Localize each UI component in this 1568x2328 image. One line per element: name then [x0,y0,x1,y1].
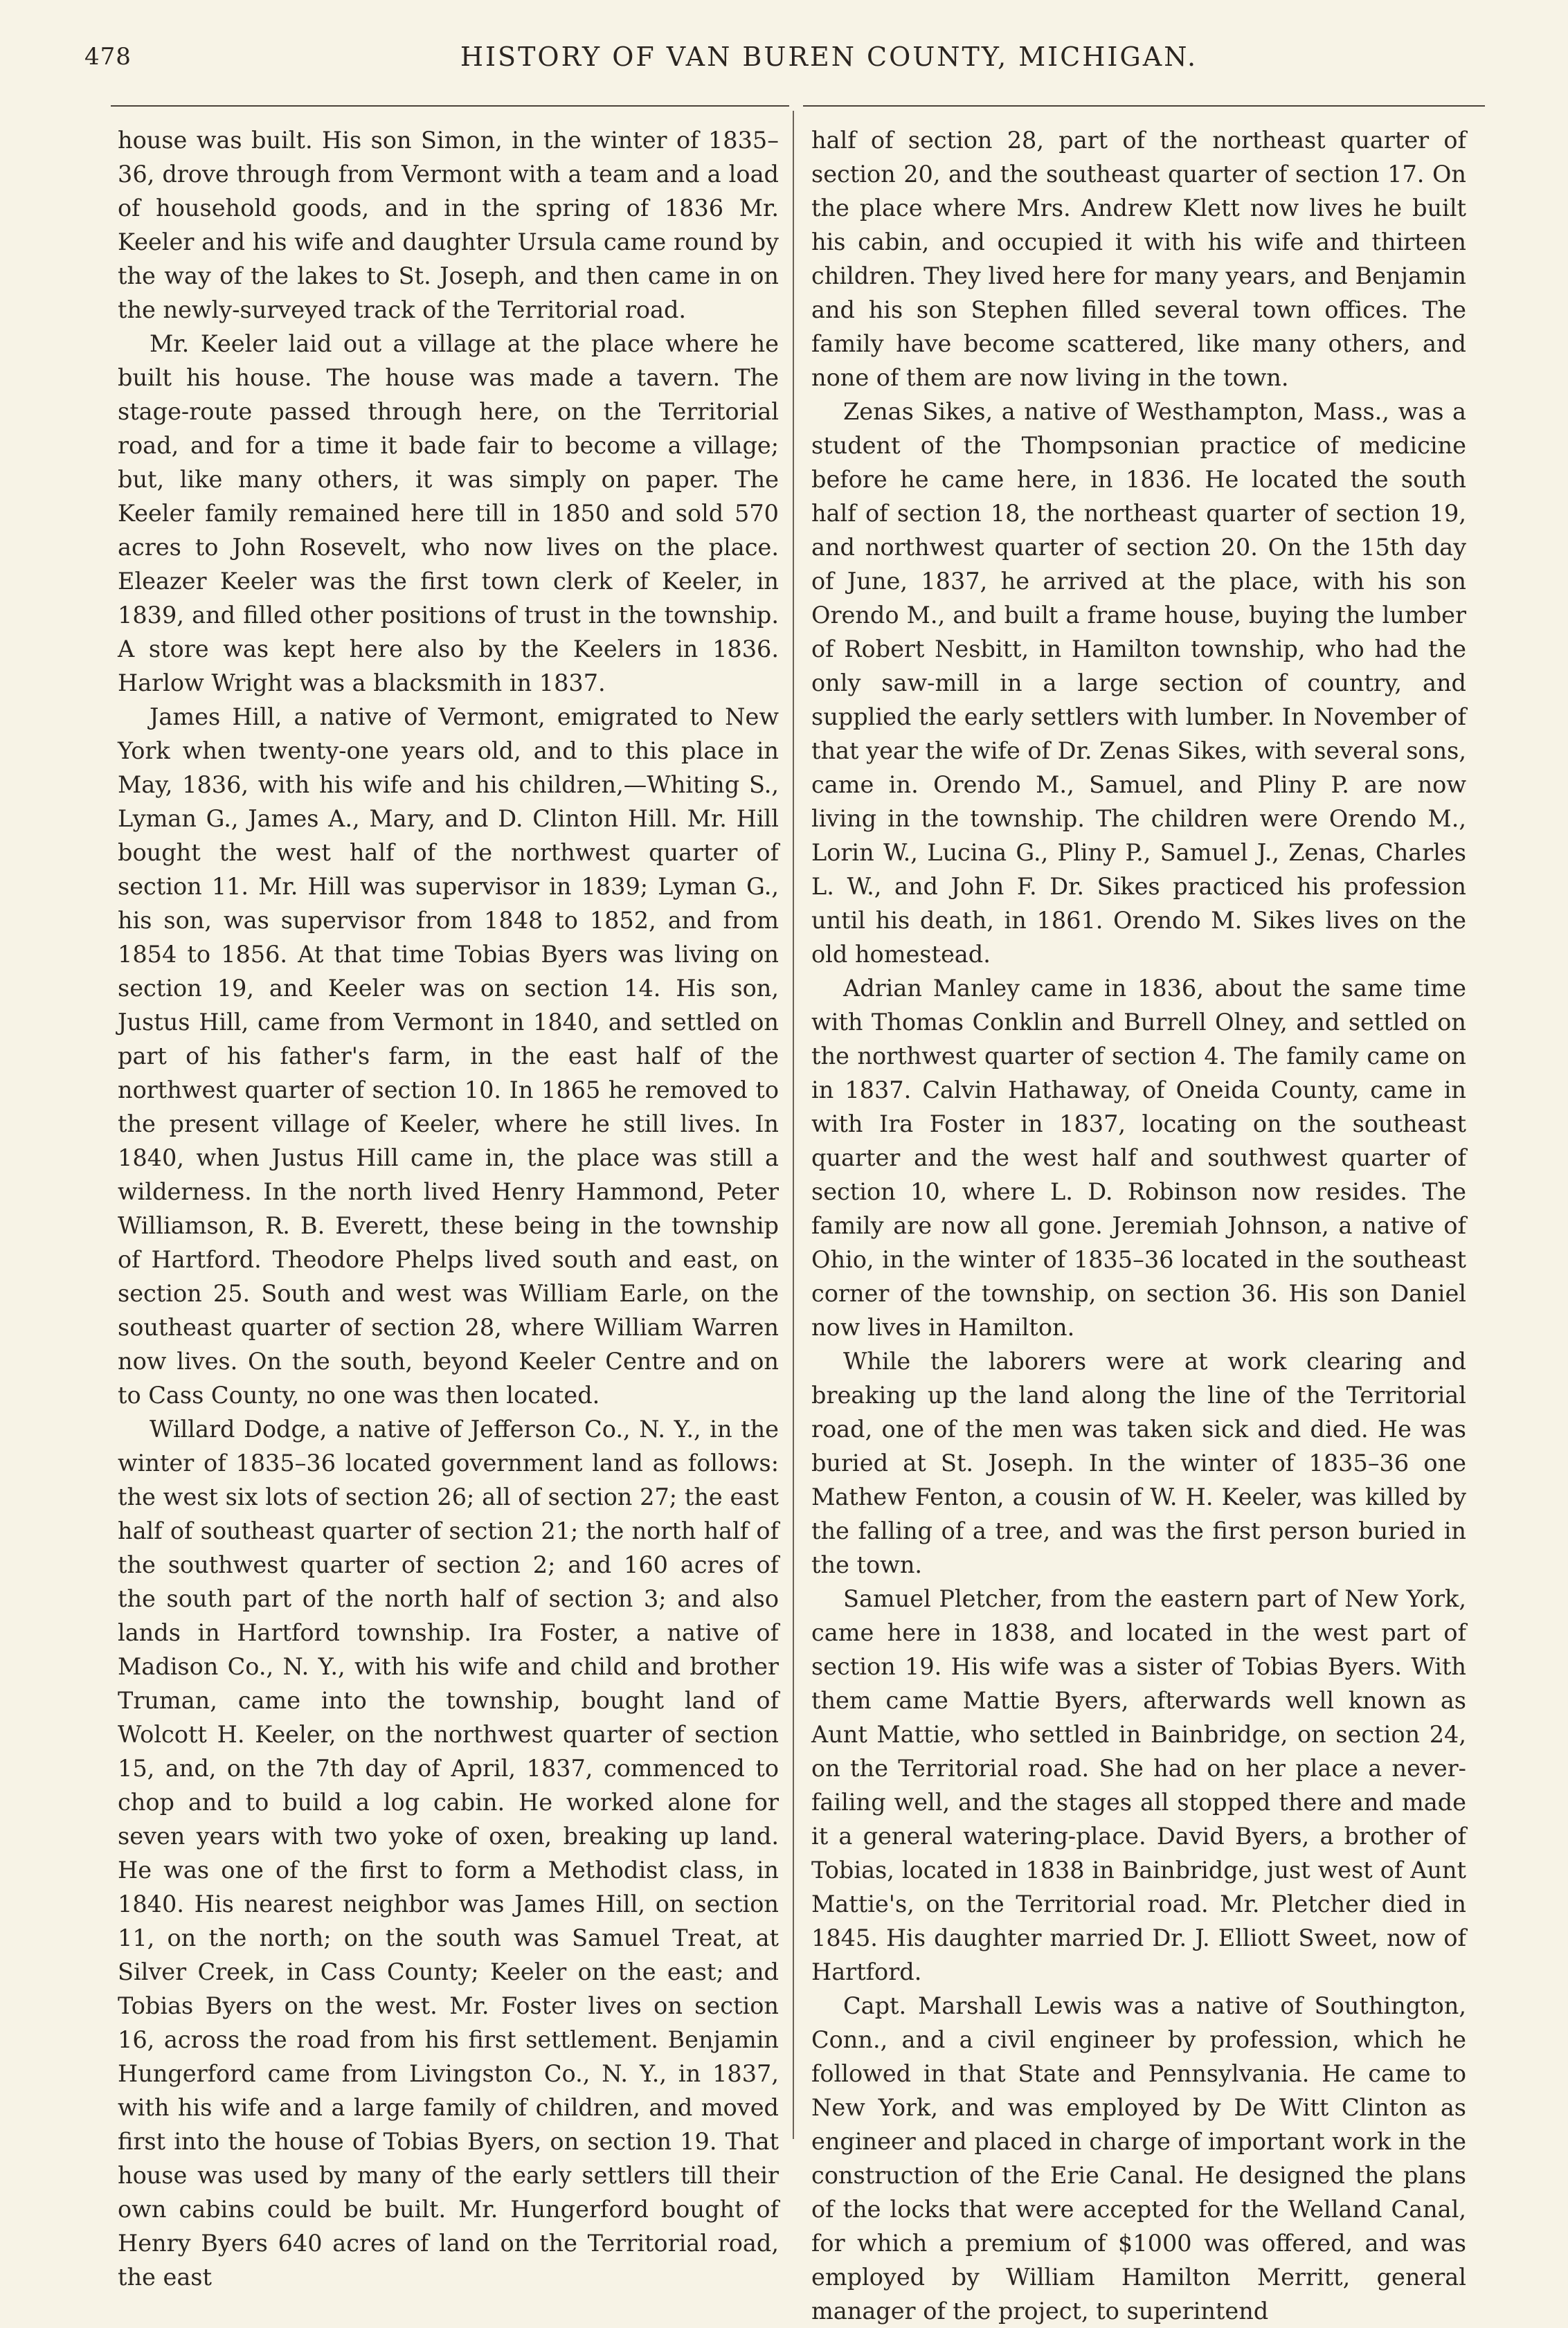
left-column [118,123,779,2294]
paragraph: While the laborers were at work clearing and breaking up the land along the line of the Territorial road, one of the men was taken sick and died. He was buried at St. Joseph. In the winter of 1835–36 one Mathew Fenton, a cousin of W. H. Keeler, was killed by the falling of a tree, and was the first person buried in the town. [811,1348,1466,1578]
paragraph: Mr. Keeler laid out a village at the place where he built his house. The house was made a tavern. The stage-route passed through here, on the Territorial road, and for a time it bade fair to become a village; but, like many others, it was simply on paper. The Keeler family remained here till in 1850 and sold 570 acres to John Rosevelt, who now lives on the place. Eleazer Keeler was the first town clerk of Keeler, in 1839, and filled other positions of trust in the township. A store was kept here also by the Keelers in 1836. Harlow Wright was a blacksmith in 1837. [118,330,779,696]
paragraph: Willard Dodge, a native of Jefferson Co., N. Y., in the winter of 1835–36 located government land as follows: the west six lots of section 26; all of section 27; the east half of southeast quarter of section 21; the north half of the southwest quarter of section 2; and 160 acres of the south part of the north half of section 3; and also lands in Hartford township. Ira Foster, a native of Madison Co., N. Y., with his wife and child and brother Truman, came into the township, bought land of Wolcott H. Keeler, on the northwest quarter of section 15, and, on the 7th day of April, 1837, commenced to chop and to build a log cabin. He worked alone for seven years with two yoke of oxen, breaking up land. He was one of the first to form a Methodist class, in 1840. His nearest neighbor was James Hill, on section 11, on the north; on the south was Samuel Treat, at Silver Creek, in Cass County; Keeler on the east; and Tobias Byers on the west. Mr. Foster lives on section 16, across the road from his first settlement. Benjamin Hungerford came from Livingston Co., N. Y., in 1837, with his wife and a large family of children, and moved first into the house of Tobias Byers, on section 19. That house was used by many of the early settlers till their own cabins could be built. Mr. Hungerford bought of Henry Byers 640 acres of land on the Territorial road, the east [118,1416,779,2291]
paragraph: Zenas Sikes, a native of Westhampton, Mass., was a student of the Thompsonian practice of medicine before he came here, in 1836. He located the south half of section 18, the northeast quarter of section 19, and northwest quarter of section 20. On the 15th day of June, 1837, he arrived at the place, with his son Orendo M., and built a frame house, buying the lumber of Robert Nesbitt, in Hamilton township, who had the only saw-mill in a large section of country, and supplied the early settlers with lumber. In November of that year the wife of Dr. Zenas Sikes, with several sons, came in. Orendo M., Samuel, and Pliny P. are now living in the township. The children were Orendo M., Lorin W., Lucina G., Pliny P., Samuel J., Zenas, Charles L. W., and John F. Dr. Sikes practiced his profession until his death, in 1861. Orendo M. Sikes lives on the old homestead. [811,398,1466,968]
paragraph: house was built. His son Simon, in the winter of 1835–36, drove through from Vermont with a team and a load of household goods, and in the spring of 1836 Mr. Keeler and his wife and daughter Ursula came round by the way of the lakes to St. Joseph, and then came in on the newly-surveyed track of the Territorial road. [118,127,779,323]
page-number: 478 [84,43,132,71]
paragraph: Samuel Pletcher, from the eastern part of New York, came here in 1838, and located in the west part of section 19. His wife was a sister of Tobias Byers. With them came Mattie Byers, afterwards well known as Aunt Mattie, who settled in Bainbridge, on section 24, on the Territorial road. She had on her place a never-failing well, and the stages all stopped there and made it a general watering-place. David Byers, a brother of Tobias, located in 1838 in Bainbridge, just west of Aunt Mattie's, on the Territorial road. Mr. Pletcher died in 1845. His daughter married Dr. J. Elliott Sweet, now of Hartford. [811,1585,1466,1985]
paragraph: Adrian Manley came in 1836, about the same time with Thomas Conklin and Burrell Olney, and settled on the northwest quarter of section 4. The family came on in 1837. Calvin Hathaway, of Oneida County, came in with Ira Foster in 1837, locating on the southeast quarter and the west half and southwest quarter of section 10, where L. D. Robinson now resides. The family are now all gone. Jeremiah Johnson, a native of Ohio, in the winter of 1835–36 located in the southeast corner of the township, on section 36. His son Daniel now lives in Hamilton. [811,975,1466,1341]
paragraph: half of section 28, part of the northeast quarter of section 20, and the southeast quarter of section 17. On the place where Mrs. Andrew Klett now lives he built his cabin, and occupied it with his wife and thirteen children. They lived here for many years, and Benjamin and his son Stephen filled several town offices. The family have become scattered, like many others, and none of them are now living in the town. [811,127,1466,391]
paragraph: Capt. Marshall Lewis was a native of Southington, Conn., and a civil engineer by profession, which he followed in that State and Pennsylvania. He came to New York, and was employed by De Witt Clinton as engineer and placed in charge of important work in the construction of the Erie Canal. He designed the plans of the locks that were accepted for the Welland Canal, for which a premium of $1000 was offered, and was employed by William Hamilton Merritt, general manager of the project, to superintend [811,1992,1466,2325]
running-head: HISTORY OF VAN BUREN COUNTY, MICHIGAN. [460,42,1198,72]
header-rule-right [803,105,1485,107]
column-divider [793,111,794,2139]
right-column [811,123,1466,2328]
header-rule-left [111,105,789,107]
paragraph: James Hill, a native of Vermont, emigrated to New York when twenty-one years old, and to this place in May, 1836, with his wife and his children,—Whiting S., Lyman G., James A., Mary, and D. Clinton Hill. Mr. Hill bought the west half of the northwest quarter of section 11. Mr. Hill was supervisor in 1839; Lyman G., his son, was supervisor from 1848 to 1852, and from 1854 to 1856. At that time Tobias Byers was living on section 19, and Keeler was on section 14. His son, Justus Hill, came from Vermont in 1840, and settled on part of his father's farm, in the east half of the northwest quarter of section 10. In 1865 he removed to the present village of Keeler, where he still lives. In 1840, when Justus Hill came in, the place was still a wilderness. In the north lived Henry Hammond, Peter Williamson, R. B. Everett, these being in the township of Hartford. Theodore Phelps lived south and east, on section 25. South and west was William Earle, on the southeast quarter of section 28, where William Warren now lives. On the south, beyond Keeler Centre and on to Cass County, no one was then located. [118,703,779,1409]
